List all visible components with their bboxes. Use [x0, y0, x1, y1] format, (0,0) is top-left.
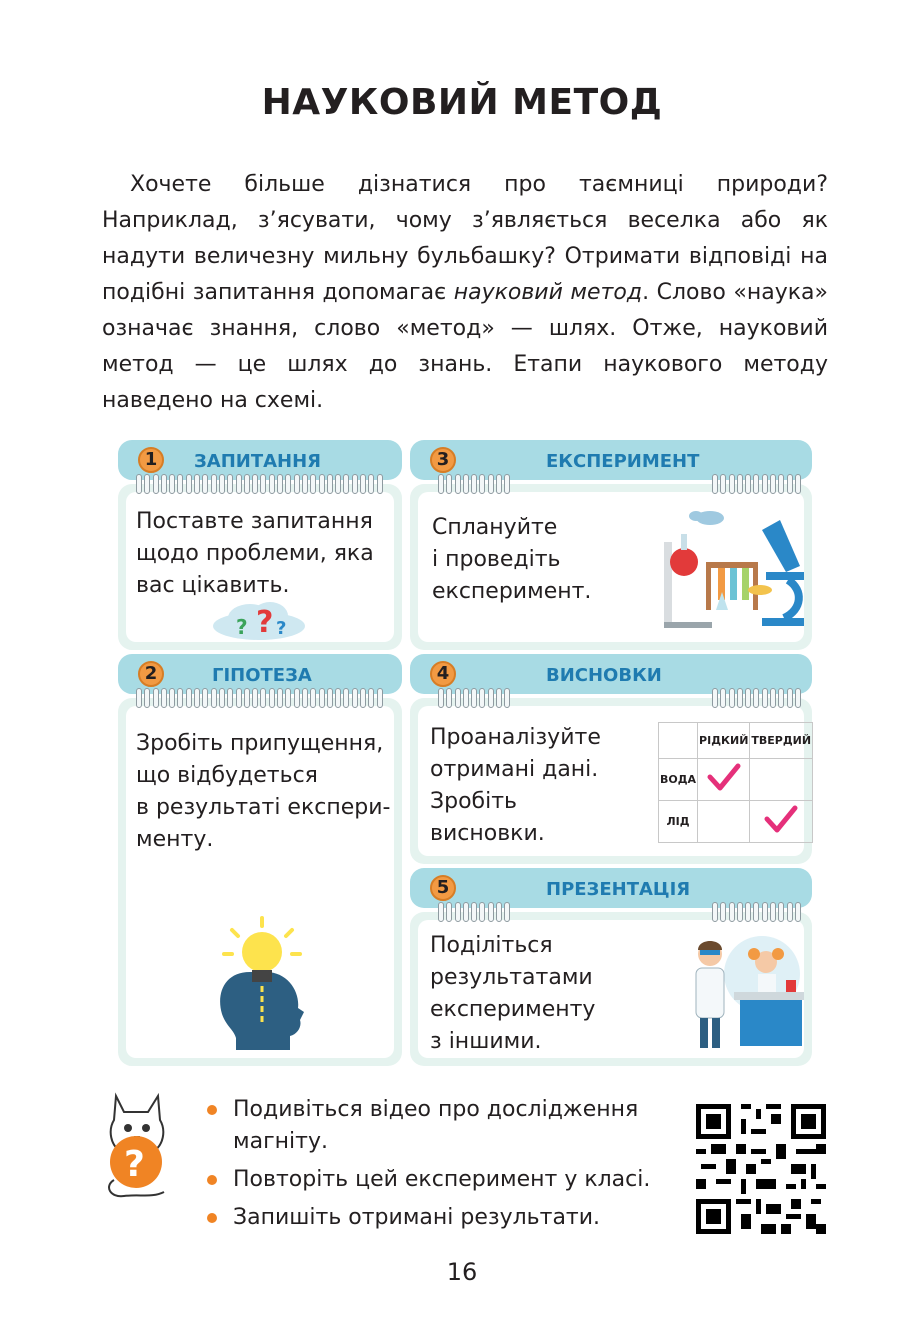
list-item: Запишіть отримані результати.	[205, 1202, 675, 1234]
step-title: ПРЕЗЕНТАЦІЯ	[546, 879, 691, 900]
spiral-rings	[438, 902, 513, 924]
step-text: Зробіть припущення, що відбудеться в результаті експери- менту.	[136, 731, 391, 852]
step-text: Поставте запитання щодо проблеми, яка вас цікавить.	[136, 509, 374, 598]
spiral-rings	[712, 902, 803, 924]
svg-text:?: ?	[236, 615, 248, 639]
step-text: Проаналізуйте отримані дані. Зробіть висновки.	[430, 725, 601, 846]
page-number: 16	[446, 1258, 478, 1286]
bullet-icon	[207, 1213, 217, 1223]
spiral-rings	[712, 688, 803, 710]
check-icon	[698, 759, 750, 801]
intro-emphasis: науковий метод	[453, 280, 643, 305]
scientists-icon	[682, 928, 808, 1058]
step-title: ЕКСПЕРИМЕНТ	[546, 451, 700, 472]
intro-text: Хочете більше дізнатися про таємниці природи? Наприклад, з’ясувати, чому з’являється веселка або як надути величезну мильну бульбашку? Отримати відповіді на подібні запитання допомагає	[102, 172, 828, 305]
table-header: ТВЕРДИЙ	[750, 723, 813, 759]
check-icon	[750, 801, 813, 843]
list-item: Повторіть цей експеримент у класі.	[205, 1164, 675, 1196]
lab-equipment-icon	[662, 506, 806, 632]
intro-paragraph	[102, 167, 828, 419]
svg-text:?: ?	[124, 1144, 145, 1185]
step-title: ЗАПИТАННЯ	[194, 451, 322, 472]
svg-text:?: ?	[256, 605, 274, 640]
table-row-label: ЛІД	[659, 801, 698, 843]
list-item: Подивіться відео про дослідження магніту.	[205, 1094, 675, 1158]
spiral-rings	[712, 474, 803, 496]
intro-text-end: . Слово «наука» означає знання, слово «метод» — шлях. Отже, науковий метод — це шлях до знань. Етапи наукового методу наведено на схемі.	[102, 280, 829, 413]
table-header: РІДКИЙ	[698, 723, 750, 759]
table-header	[659, 723, 698, 759]
task-list	[205, 1094, 675, 1240]
step-card-experiment	[410, 440, 812, 650]
step-number: 4	[430, 661, 456, 687]
table-cell	[698, 801, 750, 843]
bullet-icon	[207, 1175, 217, 1185]
step-text: Сплануйте і проведіть експеримент.	[432, 515, 592, 604]
bullet-icon	[207, 1105, 217, 1115]
cat-question-icon	[100, 1090, 174, 1200]
spiral-rings	[438, 688, 513, 710]
step-title: ВИСНОВКИ	[546, 665, 662, 686]
svg-text:?: ?	[276, 618, 287, 639]
step-number: 3	[430, 447, 456, 473]
step-card-conclusions	[410, 654, 812, 864]
table-cell	[750, 759, 813, 801]
step-title: ГІПОТЕЗА	[212, 665, 312, 686]
step-number: 1	[138, 447, 164, 473]
step-card-question	[118, 440, 402, 650]
step-number: 5	[430, 875, 456, 901]
lightbulb-head-icon	[210, 916, 310, 1050]
step-card-presentation	[410, 868, 812, 1066]
step-text: Поділіться результатами експерименту з іншими.	[430, 933, 596, 1054]
step-card-hypothesis	[118, 654, 402, 1066]
page-title: НАУКОВИЙ МЕТОД	[261, 82, 663, 123]
question-cloud-icon	[210, 596, 308, 642]
spiral-rings	[136, 474, 385, 496]
spiral-rings	[438, 474, 513, 496]
table-row-label: ВОДА	[659, 759, 698, 801]
data-table	[658, 722, 813, 843]
spiral-rings	[136, 688, 385, 710]
step-number: 2	[138, 661, 164, 687]
qr-code-icon[interactable]	[696, 1104, 826, 1234]
